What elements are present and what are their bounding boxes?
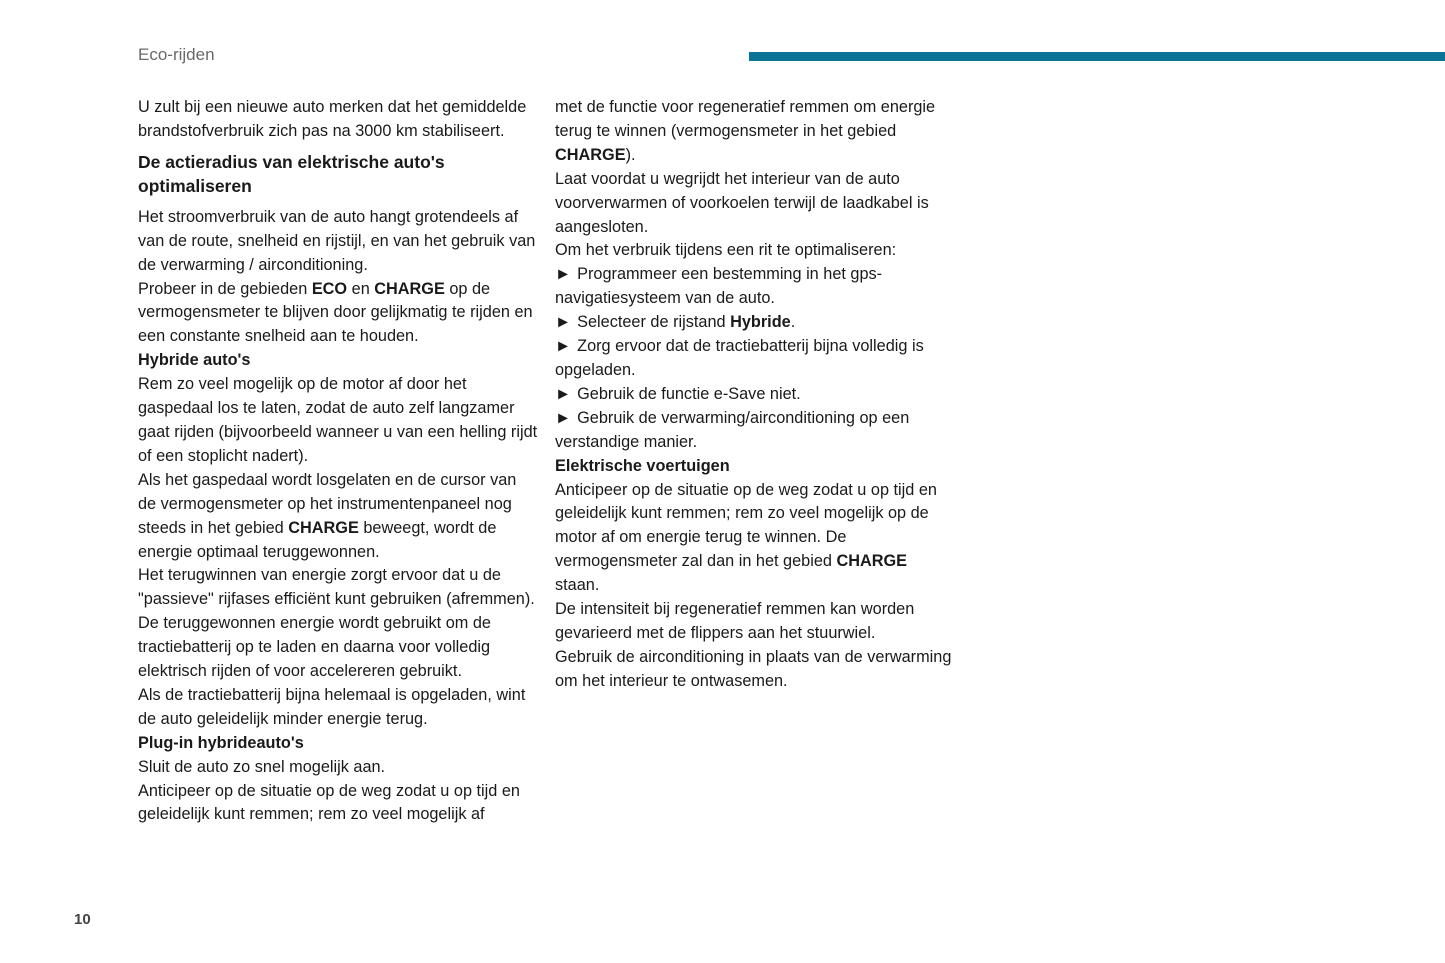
- plugin-paragraph-2: Anticipeer op de situatie op de weg zodat u op tijd en geleidelijk kunt remmen; rem zo veel mogelijk af: [138, 781, 520, 824]
- bullet-arrow-icon: ►: [555, 408, 572, 427]
- bullet-item: ► Gebruik de functie e-Save niet.: [555, 384, 801, 403]
- charge-term: CHARGE: [288, 518, 359, 537]
- ev-paragraph-3: Gebruik de airconditioning in plaats van de verwarming om het interieur te ontwasemen.: [555, 647, 952, 690]
- plugin-paragraph-1: Sluit de auto zo snel mogelijk aan.: [138, 757, 386, 776]
- bullet-arrow-icon: ►: [555, 384, 572, 403]
- bullet-item: ► Programmeer een bestemming in het gps-navigatiesysteem van de auto.: [555, 265, 883, 308]
- power-meter-paragraph: Probeer in de gebieden ECO en CHARGE op de vermogensmeter te blijven door gelijkmatig te rijden en een constante snelheid aan te houden.: [138, 279, 533, 346]
- bullet-arrow-icon: ►: [555, 265, 572, 284]
- eco-term: ECO: [311, 279, 348, 298]
- charge-term: CHARGE: [836, 552, 908, 571]
- continued-paragraph: met de functie voor regeneratief remmen om energie terug te winnen (vermogensmeter in het gebied CHARGE).: [555, 98, 936, 164]
- hybrid-paragraph-5: Als de tractiebatterij bijna helemaal is opgeladen, wint de auto geleidelijk minder energie terug.: [138, 685, 526, 728]
- bullet-arrow-icon: ►: [555, 313, 572, 332]
- plugin-hybrid-heading: Plug-in hybrideauto's: [138, 733, 304, 752]
- hybrid-mode-term: Hybride: [730, 313, 791, 332]
- ev-heading: Elektrische voertuigen: [555, 456, 730, 475]
- charge-term: CHARGE: [374, 279, 445, 298]
- charge-term: CHARGE: [555, 145, 626, 164]
- intro-paragraph: U zult bij een nieuwe auto merken dat het gemiddelde brandstofverbruik zich pas na 3000 km stabiliseert.: [138, 98, 527, 140]
- ev-paragraph-1: Anticipeer op de situatie op de weg zodat u op tijd en geleidelijk kunt remmen; rem zo veel mogelijk op de motor af om energie terug te winnen. De vermogensmeter zal dan in het gebied CHARGE staan.: [555, 480, 937, 595]
- ev-paragraph-2: De intensiteit bij regeneratief remmen kan worden gevarieerd met de flippers aan het stuurwiel.: [555, 600, 915, 642]
- hybrid-paragraph-2: Als het gaspedaal wordt losgelaten en de cursor van de vermogensmeter op het instrumentenpaneel nog steeds in het gebied CHARGE beweegt, wordt de energie optimaal teruggewonnen.: [138, 470, 517, 561]
- right-column: [555, 96, 955, 694]
- optimize-intro: Om het verbruik tijdens een rit te optimaliseren:: [555, 241, 897, 260]
- hybrid-heading: Hybride auto's: [138, 351, 251, 370]
- range-heading: De actieradius van elektrische auto's optimaliseren: [138, 151, 445, 196]
- hybrid-paragraph-4: De teruggewonnen energie wordt gebruikt om de tractiebatterij op te laden en daarna voor volledig elektrisch rijden of voor accelereren gebruikt.: [138, 614, 491, 681]
- bullet-item: ► Gebruik de verwarming/airconditioning op een verstandige manier.: [555, 408, 910, 451]
- preheat-paragraph: Laat voordat u wegrijdt het interieur van de auto voorverwarmen of voorkoelen terwijl de laadkabel is aangesloten.: [555, 169, 929, 236]
- hybrid-paragraph-1: Rem zo veel mogelijk op de motor af door het gaspedaal los te laten, zodat de auto zelf langzamer gaat rijden (bijvoorbeeld wanneer u van een helling rijdt of een stoplicht nadert).: [138, 375, 538, 465]
- bullet-item: ► Selecteer de rijstand Hybride.: [555, 313, 796, 332]
- bullet-item: ► Zorg ervoor dat de tractiebatterij bijna volledig is opgeladen.: [555, 337, 924, 379]
- bullet-arrow-icon: ►: [555, 337, 572, 356]
- page-number: 10: [74, 911, 91, 928]
- section-title: Eco-rijden: [138, 45, 215, 64]
- header-accent-bar: [749, 52, 1445, 61]
- consumption-paragraph: Het stroomverbruik van de auto hangt grotendeels af van de route, snelheid en rijstijl, en van het gebruik van de verwarming / airconditioning.: [138, 207, 536, 274]
- left-column: [138, 96, 538, 827]
- hybrid-paragraph-3: Het terugwinnen van energie zorgt ervoor dat u de "passieve" rijfases efficiënt kunt gebruiken (afremmen).: [138, 566, 535, 609]
